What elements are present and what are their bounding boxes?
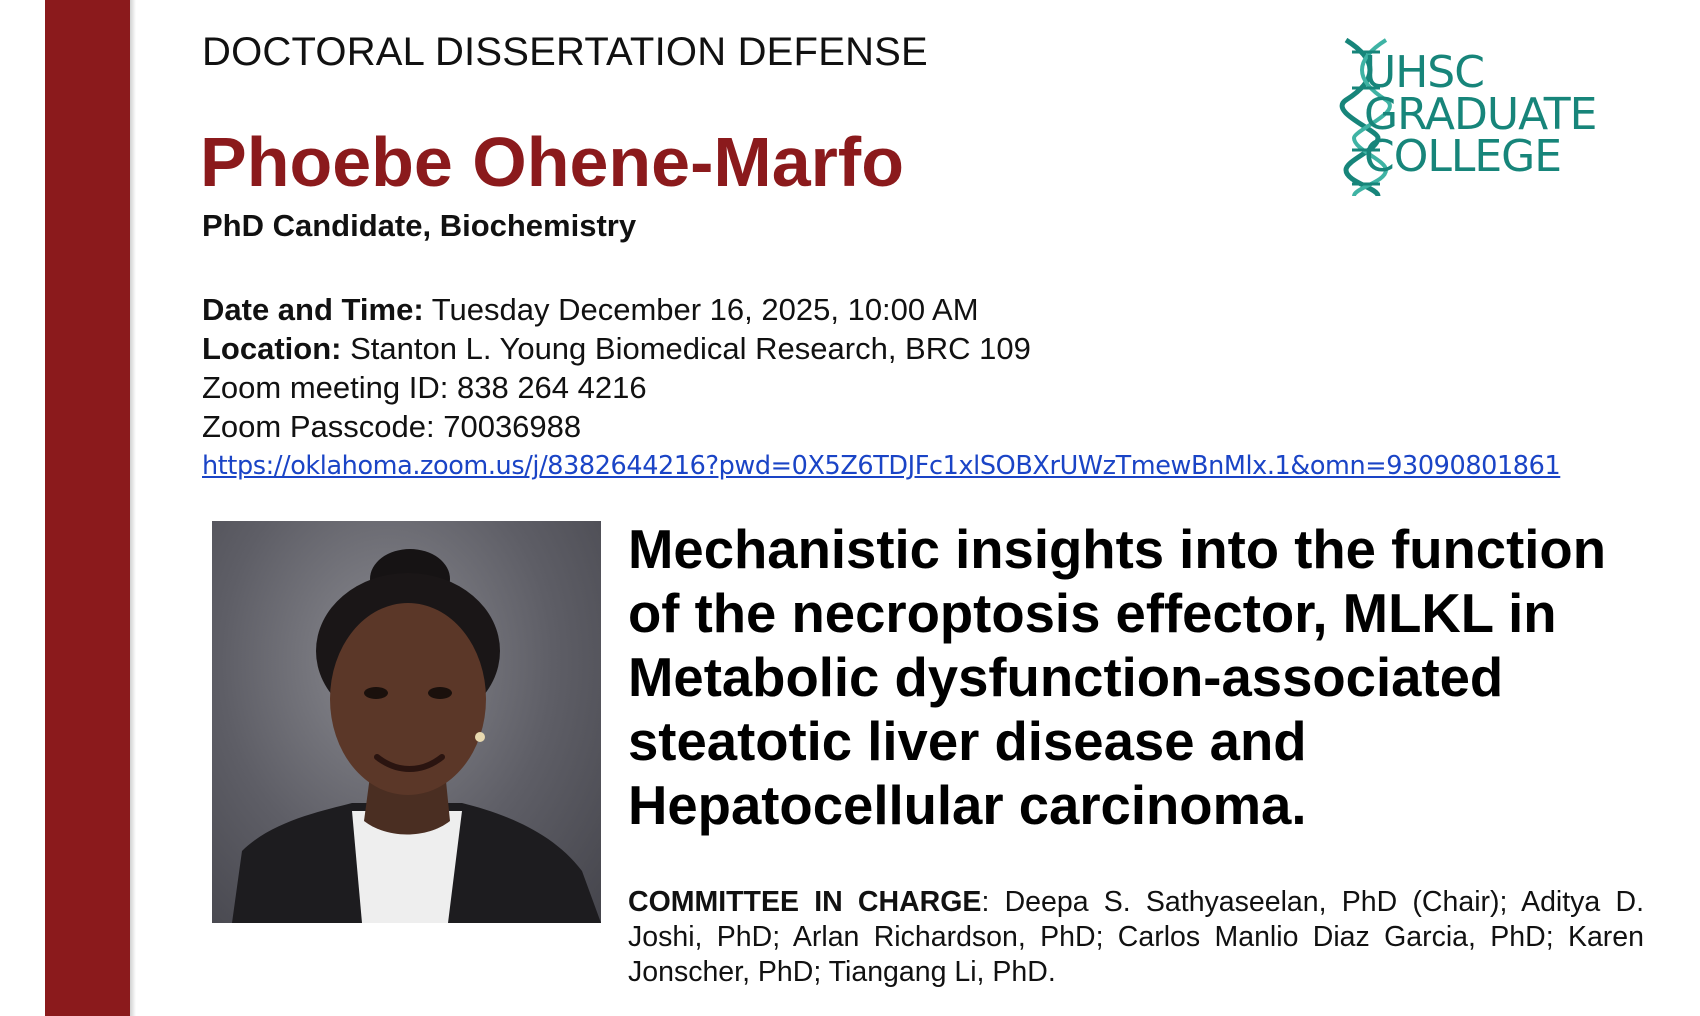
committee-block xyxy=(628,885,1644,990)
zoom-link[interactable]: https://oklahoma.zoom.us/j/8382644216?pwd=0X5Z6TDJFc1xlSOBXrUWzTmewBnMlx.1&omn=93090801861 xyxy=(202,451,1561,481)
zoom-passcode: Zoom Passcode: 70036988 xyxy=(202,409,582,444)
location-label: Location: xyxy=(202,331,342,366)
uhsc-graduate-college-logo xyxy=(1338,38,1604,198)
side-accent-shadow xyxy=(130,0,136,1016)
portrait-illustration xyxy=(212,521,601,923)
date-time-label: Date and Time: xyxy=(202,292,424,327)
location-value: Stanton L. Young Biomedical Research, BRC 109 xyxy=(341,331,1031,366)
side-accent-bar xyxy=(45,0,130,1016)
title-line: Hepatocellular carcinoma. xyxy=(628,775,1307,836)
committee-members: : Deepa S. Sathyaseelan, PhD (Chair); Aditya D. Joshi, PhD; Arlan Richardson, PhD; Carlos Manlio Diaz Garcia, PhD; Karen Jonscher, PhD; Tiangang Li, PhD. xyxy=(628,886,1644,988)
event-details xyxy=(202,290,1560,486)
dissertation-title xyxy=(628,518,1648,838)
logo-line-1: UHSC xyxy=(1364,47,1484,98)
title-line: Mechanistic insights into the function xyxy=(628,519,1606,580)
candidate-name: Phoebe Ohene-Marfo xyxy=(200,123,904,201)
title-line: steatotic liver disease and xyxy=(628,711,1307,772)
title-line: of the necroptosis effector, MLKL in xyxy=(628,583,1557,644)
logo-line-3: COLLEGE xyxy=(1364,131,1562,182)
zoom-id: Zoom meeting ID: 838 264 4216 xyxy=(202,370,647,405)
logo-wordmark xyxy=(1364,47,1597,182)
title-line: Metabolic dysfunction-associated xyxy=(628,647,1504,708)
location-line xyxy=(202,329,1560,368)
logo-line-2: GRADUATE xyxy=(1364,89,1597,140)
committee-label: COMMITTEE IN CHARGE xyxy=(628,886,982,918)
event-kicker: DOCTORAL DISSERTATION DEFENSE xyxy=(202,30,928,74)
date-time-line xyxy=(202,290,1560,329)
candidate-program: PhD Candidate, Biochemistry xyxy=(202,208,637,243)
date-time-value: Tuesday December 16, 2025, 10:00 AM xyxy=(423,292,979,327)
candidate-portrait xyxy=(212,521,601,923)
